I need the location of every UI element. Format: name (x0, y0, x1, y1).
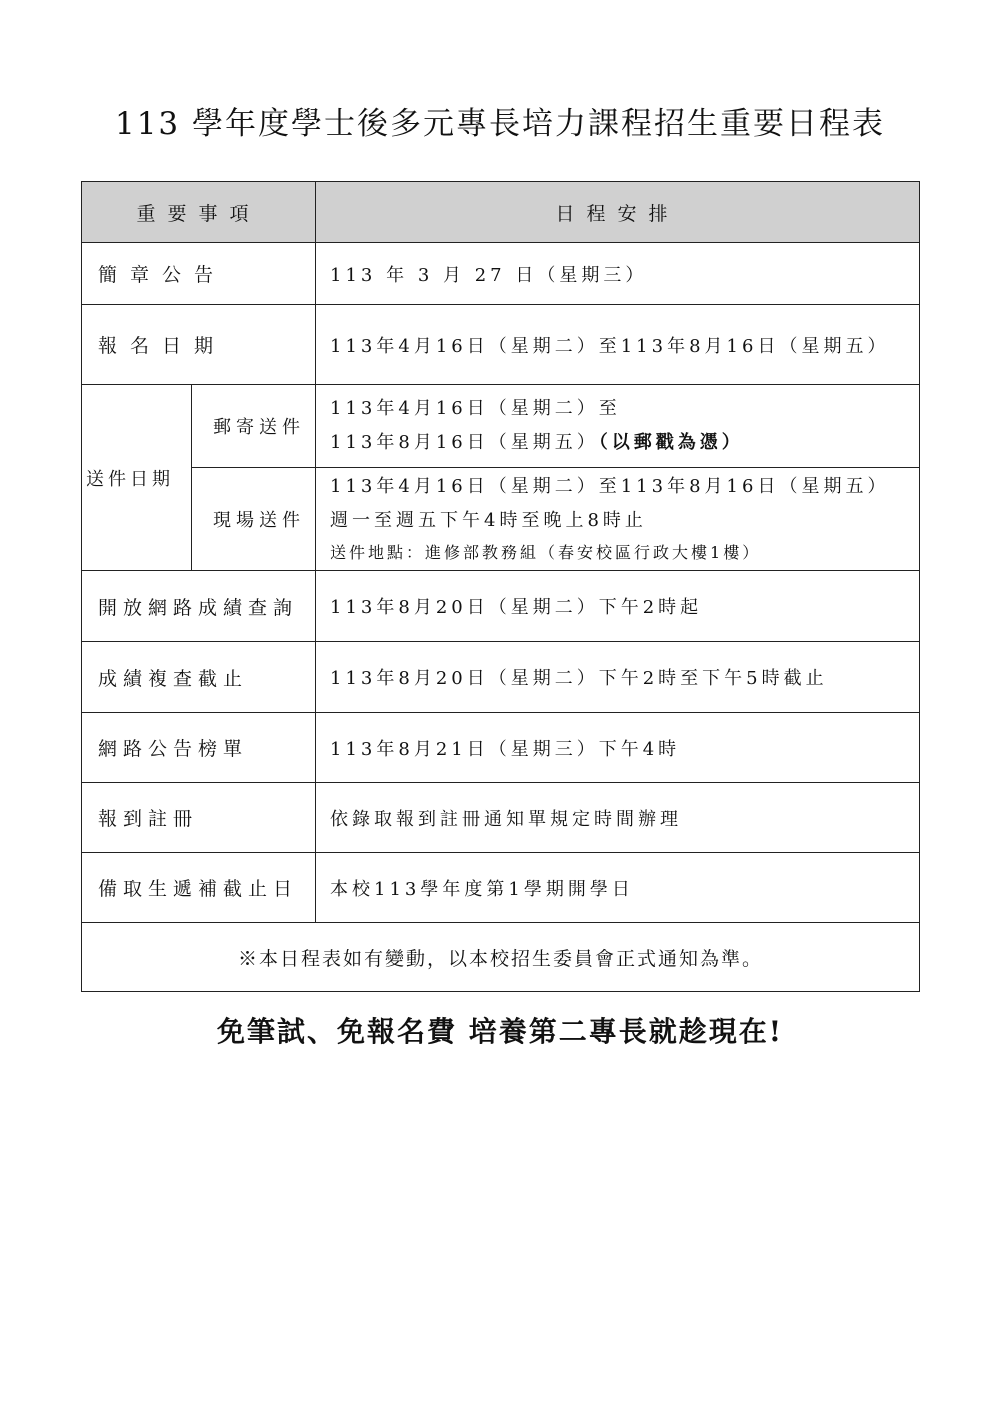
row-label-submit: 送件日期 (82, 385, 192, 571)
row-label-register: 報名日期 (82, 305, 316, 385)
row-sublabel-mail: 郵寄送件 (192, 385, 316, 468)
mail-line-1: 113年4月16日（星期二）至 (330, 398, 621, 419)
row-label-enroll: 報到註冊 (82, 783, 316, 853)
table-row (82, 783, 920, 853)
onsite-line-2: 週一至週五下午4時至晚上8時止 (330, 510, 647, 531)
row-value-review-deadline: 113年8月20日（星期二）下午2時至下午5時截止 (316, 642, 920, 713)
mail-date-end: 113年8月16日（星期五） (330, 432, 599, 453)
table-note-row (82, 923, 920, 992)
mail-line-2 (330, 426, 919, 460)
schedule-note: ※本日程表如有變動，以本校招生委員會正式通知為準。 (82, 923, 920, 992)
table-header-row (82, 182, 920, 243)
table-row (82, 642, 920, 713)
row-sublabel-onsite: 現場送件 (192, 468, 316, 571)
table-row (82, 305, 920, 385)
header-schedule: 日程安排 (316, 182, 920, 243)
slogan: 免筆試、免報名費 培養第二專長就趁現在! (216, 1015, 784, 1048)
table-row (82, 243, 920, 305)
row-value-announce: 113 年 3 月 27 日（星期三） (316, 243, 920, 305)
row-label-announce: 簡章公告 (82, 243, 316, 305)
row-label-waitlist-deadline: 備取生遞補截止日 (82, 853, 316, 923)
row-label-score-open: 開放網路成績查詢 (82, 571, 316, 642)
onsite-line-1: 113年4月16日（星期二）至113年8月16日（星期五） (330, 476, 890, 497)
page-title: 113 學年度學士後多元專長培力課程招生重要日程表 (114, 106, 886, 142)
row-value-result-publish: 113年8月21日（星期三）下午4時 (316, 713, 920, 783)
onsite-line-3: 送件地點：進修部教務組（春安校區行政大樓1樓） (330, 543, 762, 562)
row-value-onsite (316, 468, 920, 571)
row-value-waitlist-deadline: 本校113學年度第1學期開學日 (316, 853, 920, 923)
row-label-review-deadline: 成績複查截止 (82, 642, 316, 713)
table-row (82, 468, 920, 571)
table-row (82, 571, 920, 642)
row-value-score-open: 113年8月20日（星期二）下午2時起 (316, 571, 920, 642)
row-value-register: 113年4月16日（星期二）至113年8月16日（星期五） (316, 305, 920, 385)
table-row (82, 385, 920, 468)
table-row (82, 713, 920, 783)
row-value-mail (316, 385, 920, 468)
header-item: 重要事項 (82, 182, 316, 243)
mail-postmark-note: （以郵戳為憑） (598, 432, 744, 453)
row-value-enroll: 依錄取報到註冊通知單規定時間辦理 (316, 783, 920, 853)
schedule-table (81, 181, 920, 992)
row-label-result-publish: 網路公告榜單 (82, 713, 316, 783)
table-row (82, 853, 920, 923)
